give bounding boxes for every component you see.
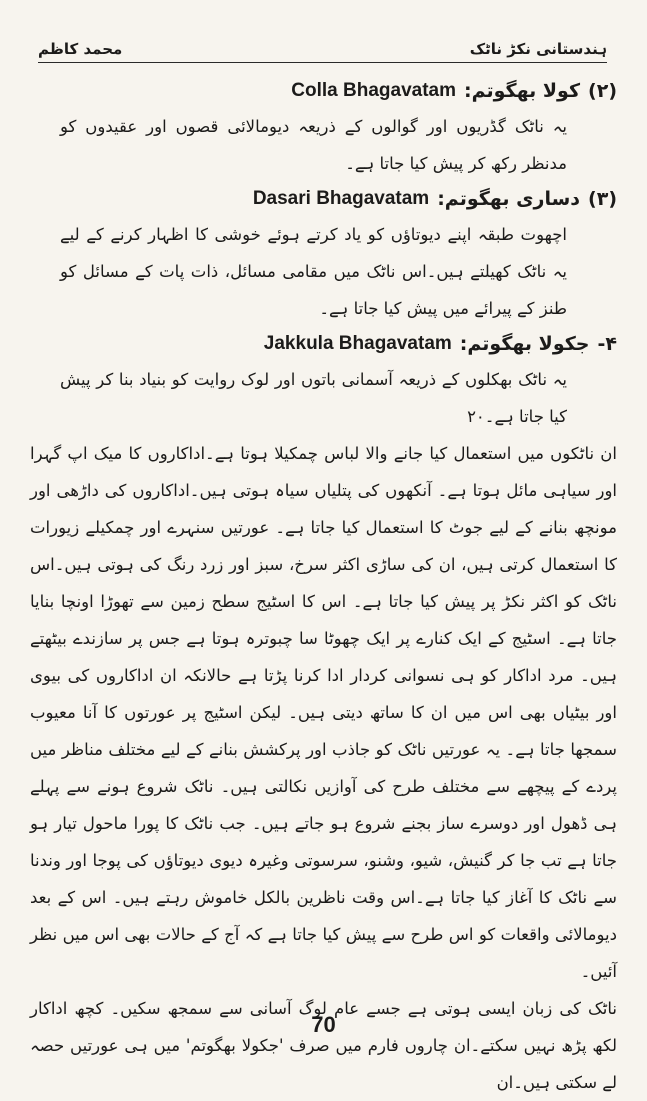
- page-number: 70: [311, 1012, 336, 1037]
- body-paragraph: ناٹک کی زبان ایسی ہوتی ہے جسے عام لوگ آسانی سے سمجھ سکیں۔ کچھ اداکار لکھ پڑھ نہیں سکتے۔ان چاروں فارم میں صرف 'جکولا بھگوتم' میں ہی عورتیں حصہ لے سکتی ہیں۔ان: [30, 999, 617, 1092]
- section-text: یہ ناٹک بھکلوں کے ذریعہ آسمانی باتوں اور لوک روایت کو بنیاد بنا کر پیش کیا جاتا ہے۔۲۰: [60, 370, 567, 426]
- section-title-latin: Colla Bhagavatam: [291, 80, 457, 101]
- section-heading: [30, 74, 617, 108]
- book-title: ہندستانی نکڑ ناٹک: [469, 40, 607, 58]
- section-heading: [30, 182, 617, 216]
- section-title-latin: Dasari Bhagavatam: [252, 188, 430, 209]
- section-number: (۲): [588, 80, 617, 102]
- body-paragraph: ان ناٹکوں میں استعمال کیا جانے والا لباس چمکیلا ہوتا ہے۔اداکاروں کا میک اپ گہرا اور سیاہی مائل ہوتا ہے۔ آنکھوں کی پتلیاں سیاہ ہوتی ہیں۔اداکاروں کی داڑھی اور مونچھ بنانے کے لیے جوٹ کا استعمال کیا جاتا ہے۔ عورتیں سنہرے اور چمکیلے زیورات کا استعمال کرتی ہیں، ان کی ساڑی اکثر سرخ، سبز اور زرد رنگ کی ہوتی ہیں۔اس ناٹک کو اکثر نکڑ پر پیش کیا جاتا ہے۔ اس کا اسٹیج سطح زمین سے تھوڑا اونچا بنایا جاتا ہے۔ اسٹیج کے ایک کنارے پر ایک چھوٹا سا چبوترہ ہوتا ہے جس پر سازندے بیٹھتے ہیں۔ مرد اداکار کو ہی نسوانی کردار ادا کرنا پڑتا ہے حالانکہ ان اداکاروں کی بیوی اور بیٹیاں بھی اس میں ان کا ساتھ دیتی ہیں۔ لیکن اسٹیج پر عورتوں کا آنا معیوب سمجھا جاتا ہے۔ یہ عورتیں ناٹک کو جاذب اور پرکشش بنانے کے لیے مختلف مناظر میں پردے کے پیچھے سے مختلف طرح کی آوازیں نکالتی ہیں۔ ناٹک شروع ہونے سے پہلے ہی ڈھول اور دوسرے ساز بجنے شروع ہو جاتے ہیں۔ جب ناٹک کا پورا ماحول تیار ہو جاتا ہے تب جا کر گنیش، شیو، وشنو، سرسوتی وغیرہ دیوی دیوتاؤں کی پوجا اور وندنا سے ناٹک کا آغاز کیا جاتا ہے۔اس وقت ناظرین بالکل خاموش رہتے ہیں۔ اس کے بعد دیومالائی واقعات کو اس طرح سے پیش کیا جاتا ہے کہ آج کے حالات بھی اس میں نظر آئیں۔: [30, 444, 617, 981]
- section-title-urdu: کولا بھگوتم:: [464, 80, 581, 102]
- section-title-urdu: دساری بھگوتم:: [437, 188, 581, 210]
- section-title-latin: Jakkula Bhagavatam: [263, 333, 452, 354]
- section-text: یہ ناٹک گڈریوں اور گوالوں کے ذریعہ دیومالائی قصوں اور عقیدوں کو مدنظر رکھ کر پیش کیا جاتا ہے۔: [60, 117, 567, 173]
- section-heading: [30, 327, 617, 361]
- section-number: ۴-: [597, 333, 617, 355]
- author-name: محمد کاظم: [38, 40, 123, 58]
- section-number: (۳): [588, 188, 617, 210]
- section-title-urdu: جکولا بھگوتم:: [459, 333, 590, 355]
- section-text: اچھوت طبقہ اپنے دیوتاؤں کو یاد کرتے ہوئے خوشی کا اظہار کرنے کے لیے یہ ناٹک کھیلتے ہیں۔اس ناٹک میں مقامی مسائل، ذات پات کے مسائل کو طنز کے پیرائے میں پیش کیا جاتا ہے۔: [60, 225, 567, 318]
- running-head: [38, 32, 607, 63]
